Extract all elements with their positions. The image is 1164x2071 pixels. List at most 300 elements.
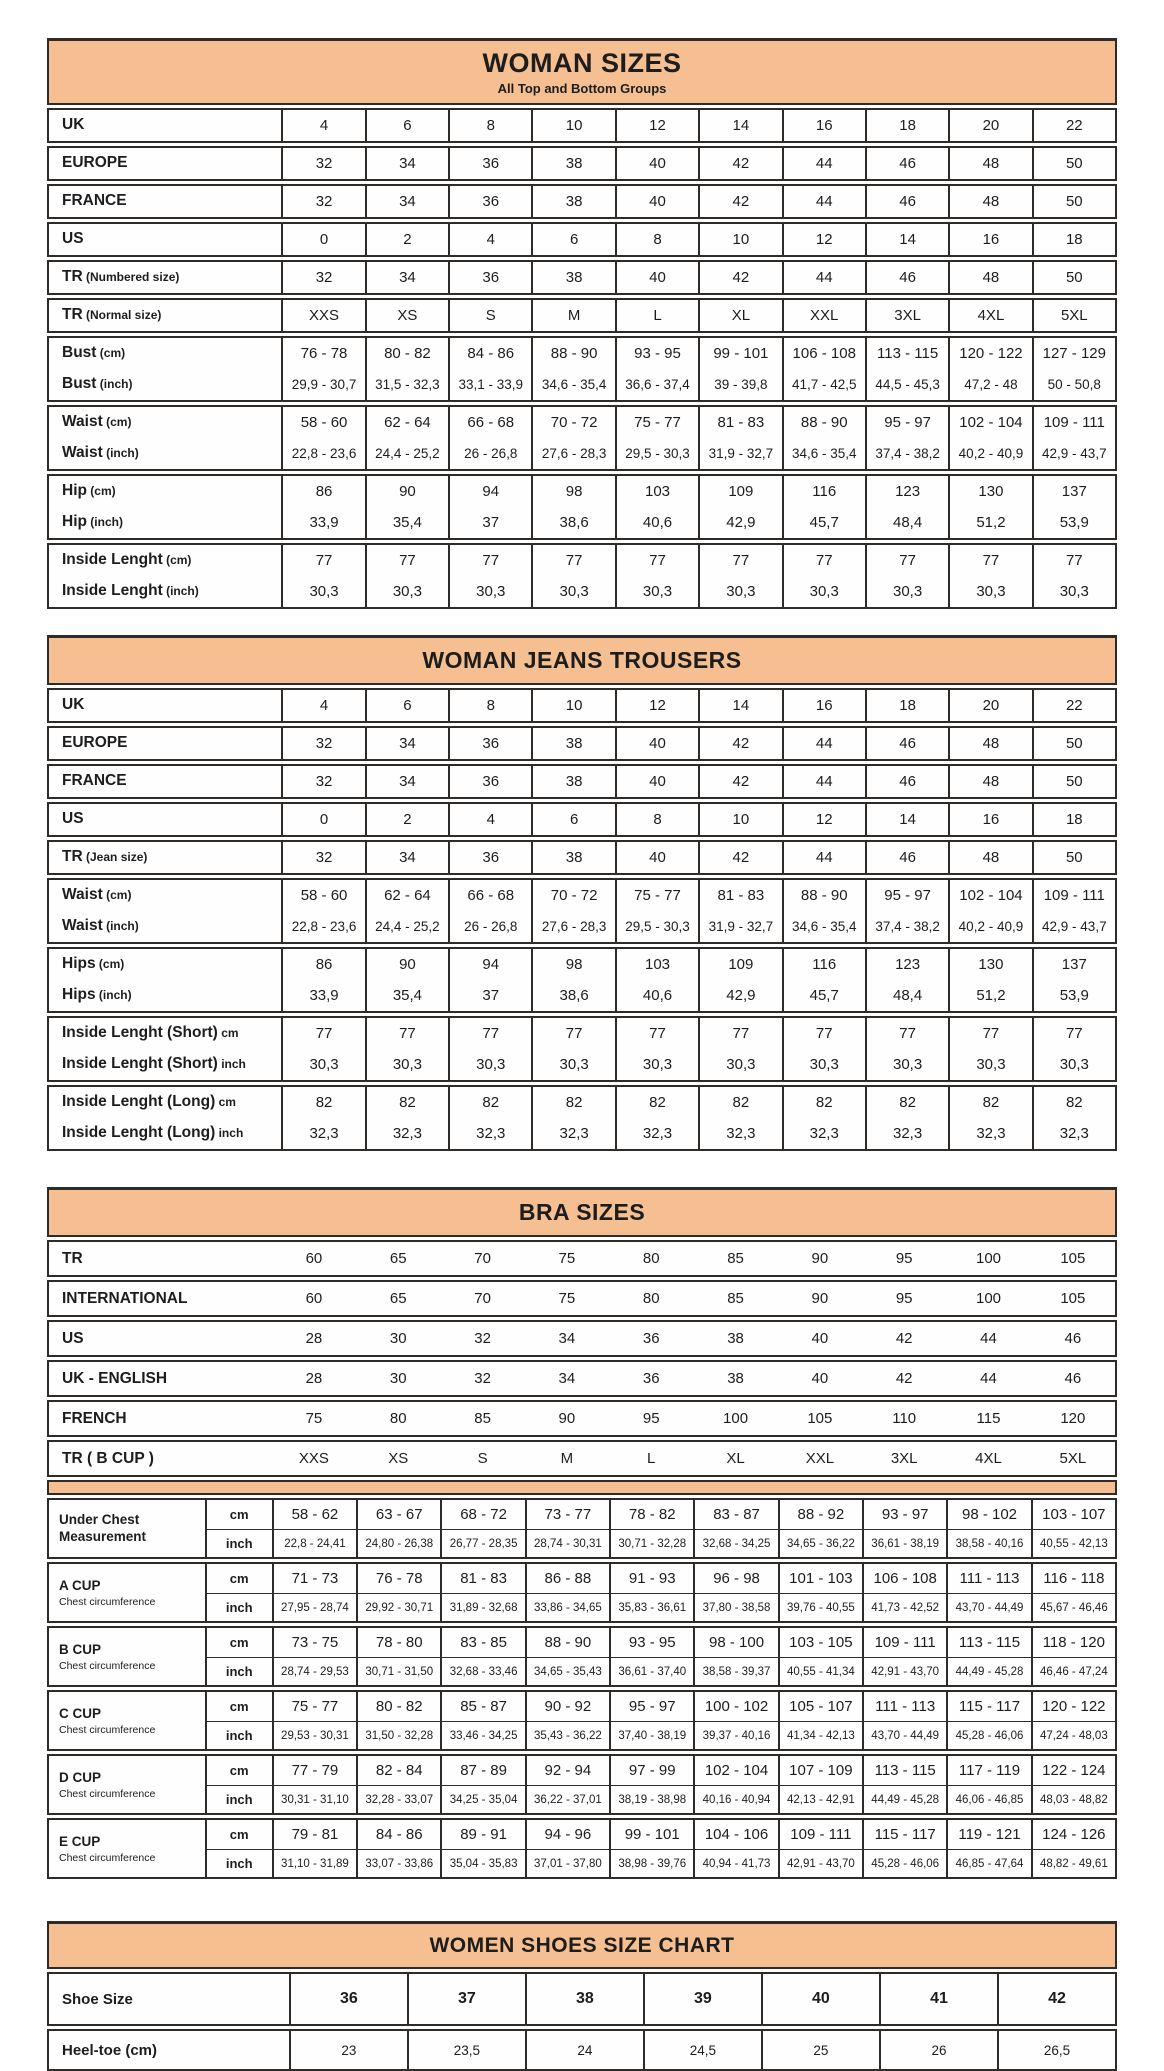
cup-name: Under Chest Measurement xyxy=(59,1511,147,1544)
size-cell: 34 xyxy=(365,262,448,293)
size-cell: 77 xyxy=(448,545,531,576)
size-cell: 81 - 83 xyxy=(440,1564,524,1594)
row-label-text: FRANCE xyxy=(62,772,127,790)
size-cell: 90 xyxy=(811,1290,829,1308)
size-cell: 36 xyxy=(289,1974,407,2024)
size-cell: 30 xyxy=(389,1370,407,1388)
size-cell: 14 xyxy=(698,110,781,141)
size-cell: 36,6 - 37,4 xyxy=(615,369,698,400)
size-cell: 31,9 - 32,7 xyxy=(698,911,781,942)
size-cell: 43,70 - 44,49 xyxy=(946,1594,1030,1621)
size-cell: 96 - 98 xyxy=(693,1564,777,1594)
size-cell: 45,7 xyxy=(782,980,865,1011)
size-cell: 30,71 - 32,28 xyxy=(609,1530,693,1557)
size-cell: 109 - 111 xyxy=(778,1820,862,1850)
size-cell: 100 xyxy=(723,1410,749,1428)
size-cell: 65 xyxy=(389,1290,407,1308)
size-cell: 40,6 xyxy=(615,980,698,1011)
group-line xyxy=(49,438,1115,469)
row-label-text: Bust xyxy=(62,344,97,362)
row-label xyxy=(49,224,281,255)
size-cell: 42,9 xyxy=(698,980,781,1011)
size-row xyxy=(47,146,1117,181)
woman-sizes-header xyxy=(47,38,1117,105)
size-cell: 77 xyxy=(365,1018,448,1049)
size-cell: 77 xyxy=(865,545,948,576)
size-row xyxy=(47,184,1117,219)
size-cell: 32,3 xyxy=(615,1118,698,1149)
row-label-text: Inside Lenght (Long) xyxy=(62,1124,216,1142)
size-cell: 100 xyxy=(975,1250,1002,1268)
size-cell: 27,95 - 28,74 xyxy=(272,1594,356,1621)
size-cell: 76 - 78 xyxy=(356,1564,440,1594)
row-label xyxy=(49,438,281,469)
row-label-text: FRENCH xyxy=(62,1409,127,1427)
size-cell: 58 - 62 xyxy=(272,1500,356,1530)
row-label xyxy=(49,1118,281,1149)
size-cell: 82 xyxy=(448,1087,531,1118)
size-cell: 30,31 - 31,10 xyxy=(272,1786,356,1813)
size-cell: 77 xyxy=(281,1018,364,1049)
size-cell: 113 - 115 xyxy=(862,1756,946,1786)
size-cell: 82 xyxy=(1032,1087,1115,1118)
size-cell: 24,80 - 26,38 xyxy=(356,1530,440,1557)
size-cell: 32 xyxy=(281,842,364,873)
size-cell: 42 xyxy=(895,1330,913,1348)
size-cell: 38 xyxy=(727,1370,744,1388)
size-cell: 77 xyxy=(531,545,614,576)
size-cell: 100 - 102 xyxy=(693,1692,777,1722)
size-row xyxy=(47,1360,1117,1397)
size-cell: 0 xyxy=(281,804,364,835)
size-cell: 33,86 - 34,65 xyxy=(525,1594,609,1621)
row-label-unit: (Jean size) xyxy=(82,850,148,865)
size-row xyxy=(47,840,1117,875)
size-cell: 101 - 103 xyxy=(778,1564,862,1594)
size-cell: 30,3 xyxy=(365,576,448,607)
size-cell: 46 xyxy=(865,766,948,797)
size-cell: 102 - 104 xyxy=(693,1756,777,1786)
size-cell: 32 xyxy=(281,148,364,179)
row-label xyxy=(49,507,281,538)
size-cell: 18 xyxy=(1032,224,1115,255)
row-label-unit: (inch) xyxy=(102,919,139,934)
size-cell: 42 xyxy=(698,842,781,873)
size-cell: 46 xyxy=(1064,1330,1082,1348)
size-cell: 44 xyxy=(980,1330,997,1348)
group-line xyxy=(49,804,1115,835)
size-cell: 77 xyxy=(698,545,781,576)
group-line xyxy=(49,576,1115,607)
size-cell: 30,3 xyxy=(865,576,948,607)
size-cell: 103 xyxy=(615,949,698,980)
size-cell: 50 xyxy=(1032,766,1115,797)
size-cell: 51,2 xyxy=(948,507,1031,538)
size-cell: 3XL xyxy=(865,300,948,331)
row-label xyxy=(49,1974,289,2024)
size-cell: 36 xyxy=(448,262,531,293)
group-line xyxy=(49,2031,1115,2069)
size-row xyxy=(47,1440,1117,1477)
row-label-unit: (inch) xyxy=(96,377,133,392)
size-cell: 10 xyxy=(531,690,614,721)
row-label xyxy=(49,1362,272,1395)
size-cell: 39,76 - 40,55 xyxy=(778,1594,862,1621)
size-cell: 88 - 90 xyxy=(782,880,865,911)
size-cell: 86 xyxy=(281,949,364,980)
cup-label xyxy=(49,1500,205,1557)
size-cell: 82 xyxy=(365,1087,448,1118)
row-label-text: Waist xyxy=(62,917,103,935)
size-cell: 85 xyxy=(727,1290,744,1308)
size-cell: 75 - 77 xyxy=(615,880,698,911)
group-line xyxy=(49,949,1115,980)
size-cell: 82 xyxy=(615,1087,698,1118)
size-cell: 22,8 - 24,41 xyxy=(272,1530,356,1557)
size-cell: 45,28 - 46,06 xyxy=(946,1722,1030,1749)
size-cell: 42,9 xyxy=(698,507,781,538)
cup-sublabel: Chest circumference xyxy=(59,1659,156,1672)
row-label-text: Shoe Size xyxy=(62,1990,133,2008)
cup-label xyxy=(49,1820,205,1877)
row-label-unit: (Normal size) xyxy=(82,308,162,323)
size-cell: 46 xyxy=(865,728,948,759)
size-cell: 27,6 - 28,3 xyxy=(531,911,614,942)
row-label xyxy=(49,1242,272,1275)
group-line xyxy=(49,300,1115,331)
size-cell: 28 xyxy=(305,1330,323,1348)
row-label-text: Inside Lenght xyxy=(62,551,163,569)
size-cell: 50 xyxy=(1032,842,1115,873)
size-cell: 4 xyxy=(281,690,364,721)
size-cell: 109 xyxy=(698,476,781,507)
size-cell: 30,71 - 31,50 xyxy=(356,1658,440,1685)
bra-size-system-rows xyxy=(47,1240,1117,1477)
size-cell: 34,65 - 35,43 xyxy=(525,1658,609,1685)
size-cell: 20 xyxy=(948,690,1031,721)
size-cell: 32,3 xyxy=(1032,1118,1115,1149)
size-cell: 37 xyxy=(448,507,531,538)
size-cell: 47,2 - 48 xyxy=(948,369,1031,400)
size-cell: 23,5 xyxy=(407,2031,525,2069)
size-cell: 38,6 xyxy=(531,980,614,1011)
size-cell: 40,2 - 40,9 xyxy=(948,911,1031,942)
size-cell: 38 xyxy=(727,1330,744,1348)
size-cell: 77 xyxy=(782,1018,865,1049)
bra-sizes-table xyxy=(47,1187,1117,1879)
size-cell: 36,22 - 37,01 xyxy=(525,1786,609,1813)
size-cell: 35,4 xyxy=(365,980,448,1011)
size-cell: 25 xyxy=(761,2031,879,2069)
size-cell: 80 - 82 xyxy=(356,1692,440,1722)
size-cell: L xyxy=(615,300,698,331)
woman-jeans-table xyxy=(47,635,1117,1151)
row-label-text: UK xyxy=(62,696,85,714)
size-cell: 48,82 - 49,61 xyxy=(1031,1850,1115,1877)
size-cell: 99 - 101 xyxy=(698,338,781,369)
unit-inch: inch xyxy=(205,1722,272,1749)
size-cell: 38 xyxy=(531,148,614,179)
size-cell: 32 xyxy=(281,186,364,217)
size-cell: 32,68 - 34,25 xyxy=(693,1530,777,1557)
size-cell: 32 xyxy=(281,766,364,797)
size-cell: 82 xyxy=(531,1087,614,1118)
row-label-text: TR xyxy=(62,268,83,286)
size-cell: 26 - 26,8 xyxy=(448,438,531,469)
size-cell: 6 xyxy=(365,690,448,721)
size-cell: 33,9 xyxy=(281,507,364,538)
size-cell: 48,4 xyxy=(865,507,948,538)
size-cell: 86 xyxy=(281,476,364,507)
size-cell: 30,3 xyxy=(698,576,781,607)
size-cell: M xyxy=(560,1450,574,1468)
size-cell: 35,04 - 35,83 xyxy=(440,1850,524,1877)
group-line xyxy=(49,224,1115,255)
size-cell: 46,06 - 46,85 xyxy=(946,1786,1030,1813)
size-cell: 82 xyxy=(281,1087,364,1118)
row-label xyxy=(49,804,281,835)
group-line xyxy=(49,1049,1115,1080)
size-row xyxy=(47,802,1117,837)
size-cell: 44 xyxy=(782,766,865,797)
size-cell: 20 xyxy=(948,110,1031,141)
size-cell: 32,3 xyxy=(698,1118,781,1149)
size-cell: 34,6 - 35,4 xyxy=(531,369,614,400)
size-cell: 10 xyxy=(698,804,781,835)
size-cell: 38 xyxy=(525,1974,643,2024)
size-cell: 95 - 97 xyxy=(609,1692,693,1722)
size-cell: XL xyxy=(726,1450,745,1468)
bra-cup-group xyxy=(47,1498,1117,1559)
group-line xyxy=(49,1362,1115,1395)
size-cell: 44 xyxy=(782,148,865,179)
size-cell: 38,98 - 39,76 xyxy=(609,1850,693,1877)
size-cell: 42,91 - 43,70 xyxy=(862,1658,946,1685)
unit-cm: cm xyxy=(205,1500,272,1530)
size-row xyxy=(47,688,1117,723)
size-cell: 3XL xyxy=(890,1450,918,1468)
women-shoes-rows xyxy=(47,1972,1117,2071)
row-label-text: Hips xyxy=(62,986,96,1004)
size-cell: 94 xyxy=(448,949,531,980)
size-cell: 105 xyxy=(1060,1250,1086,1268)
woman-sizes-table xyxy=(47,38,1117,609)
size-cell: 90 - 92 xyxy=(525,1692,609,1722)
size-cell: 98 - 100 xyxy=(693,1628,777,1658)
group-line xyxy=(49,1282,1115,1315)
size-cell: 79 - 81 xyxy=(272,1820,356,1850)
size-cell: 81 - 83 xyxy=(698,880,781,911)
size-cell: 32 xyxy=(281,262,364,293)
size-cell: 36 xyxy=(448,186,531,217)
size-cell: 44 xyxy=(782,842,865,873)
size-group xyxy=(47,878,1117,944)
size-cell: 109 - 111 xyxy=(1032,880,1115,911)
size-cell: 63 - 67 xyxy=(356,1500,440,1530)
size-cell: XL xyxy=(698,300,781,331)
size-cell: 26,77 - 28,35 xyxy=(440,1530,524,1557)
size-cell: 4 xyxy=(448,224,531,255)
size-cell: M xyxy=(531,300,614,331)
group-line xyxy=(49,186,1115,217)
size-cell: 51,2 xyxy=(948,980,1031,1011)
size-cell: 10 xyxy=(531,110,614,141)
size-cell: 38 xyxy=(531,728,614,759)
size-cell: 80 xyxy=(389,1410,407,1428)
size-cell: 80 xyxy=(642,1250,660,1268)
size-group xyxy=(47,1085,1117,1151)
size-cell: 77 - 79 xyxy=(272,1756,356,1786)
row-label-text: EUROPE xyxy=(62,734,128,752)
cup-label xyxy=(49,1756,205,1813)
size-cell: 37 xyxy=(407,1974,525,2024)
size-cell: 40,2 - 40,9 xyxy=(948,438,1031,469)
size-cell: 91 - 93 xyxy=(609,1564,693,1594)
size-cell: 116 xyxy=(782,476,865,507)
row-label xyxy=(49,690,281,721)
size-cell: 38 xyxy=(531,262,614,293)
size-cell: 45,7 xyxy=(782,507,865,538)
size-cell: 90 xyxy=(558,1410,576,1428)
size-cell: 38,58 - 40,16 xyxy=(946,1530,1030,1557)
size-cell: 50 - 50,8 xyxy=(1032,369,1115,400)
size-cell: 80 - 82 xyxy=(365,338,448,369)
size-cell: 5XL xyxy=(1059,1450,1087,1468)
size-cell: 44 xyxy=(782,728,865,759)
group-line xyxy=(49,880,1115,911)
group-line xyxy=(49,110,1115,141)
size-cell: 37,40 - 38,19 xyxy=(609,1722,693,1749)
unit-inch: inch xyxy=(205,1530,272,1557)
group-line xyxy=(49,262,1115,293)
size-cell: 115 xyxy=(976,1410,1001,1428)
woman-jeans-rows xyxy=(47,688,1117,1151)
group-line xyxy=(49,766,1115,797)
size-row xyxy=(47,1400,1117,1437)
table-title: BRA SIZES xyxy=(518,1198,646,1225)
size-cell: 98 xyxy=(531,476,614,507)
size-cell: 4XL xyxy=(948,300,1031,331)
size-cell: 29,53 - 30,31 xyxy=(272,1722,356,1749)
size-cell: 44 xyxy=(782,186,865,217)
size-cell: 38,58 - 39,37 xyxy=(693,1658,777,1685)
size-cell: 34 xyxy=(558,1330,576,1348)
size-cell: 88 - 90 xyxy=(531,338,614,369)
size-cell: 111 - 113 xyxy=(862,1692,946,1722)
group-line xyxy=(49,338,1115,369)
size-cell: 58 - 60 xyxy=(281,407,364,438)
size-row xyxy=(47,108,1117,143)
size-cell: 32 xyxy=(281,728,364,759)
size-row xyxy=(47,260,1117,295)
size-cell: 85 xyxy=(727,1250,744,1268)
size-cell: 30,3 xyxy=(782,1049,865,1080)
size-cell: 109 - 111 xyxy=(1032,407,1115,438)
size-cell: 123 xyxy=(865,949,948,980)
size-cell: 75 xyxy=(558,1250,576,1268)
size-cell: 44,5 - 45,3 xyxy=(865,369,948,400)
size-cell: 32,3 xyxy=(448,1118,531,1149)
size-cell: 34 xyxy=(365,148,448,179)
size-cell: 70 - 72 xyxy=(531,407,614,438)
size-cell: 106 - 108 xyxy=(782,338,865,369)
size-cell: 42 xyxy=(698,186,781,217)
size-cell: 24,4 - 25,2 xyxy=(365,911,448,942)
size-cell: 107 - 109 xyxy=(778,1756,862,1786)
size-cell: 41,7 - 42,5 xyxy=(782,369,865,400)
row-label xyxy=(49,880,281,911)
size-cell: 42 xyxy=(698,766,781,797)
size-row xyxy=(47,1320,1117,1357)
size-cell: 98 - 102 xyxy=(946,1500,1030,1530)
row-label-text: EUROPE xyxy=(62,154,128,172)
size-cell: 60 xyxy=(305,1290,323,1308)
unit-inch: inch xyxy=(205,1850,272,1877)
size-cell: 65 xyxy=(389,1250,407,1268)
size-cell: 78 - 80 xyxy=(356,1628,440,1658)
size-cell: 44,49 - 45,28 xyxy=(946,1658,1030,1685)
group-line xyxy=(49,507,1115,538)
size-cell: 77 xyxy=(948,1018,1031,1049)
size-cell: 32,3 xyxy=(365,1118,448,1149)
row-label xyxy=(49,728,281,759)
size-cell: 137 xyxy=(1032,476,1115,507)
size-cell: 34,25 - 35,04 xyxy=(440,1786,524,1813)
row-label xyxy=(49,1322,272,1355)
size-cell: 37,01 - 37,80 xyxy=(525,1850,609,1877)
bra-cup-group xyxy=(47,1562,1117,1623)
unit-cm: cm xyxy=(205,1820,272,1850)
size-cell: 2 xyxy=(365,224,448,255)
size-cell: 38,19 - 38,98 xyxy=(609,1786,693,1813)
size-cell: 34 xyxy=(365,728,448,759)
size-cell: 22,8 - 23,6 xyxy=(281,438,364,469)
size-cell: 46 xyxy=(865,186,948,217)
size-cell: 105 xyxy=(807,1410,833,1428)
size-cell: 77 xyxy=(782,545,865,576)
size-cell: 40,55 - 42,13 xyxy=(1031,1530,1115,1557)
row-label-unit: (inch) xyxy=(102,446,139,461)
size-cell: 41,73 - 42,52 xyxy=(862,1594,946,1621)
size-cell: 102 - 104 xyxy=(948,880,1031,911)
size-cell: 40 xyxy=(811,1370,829,1388)
size-cell: 130 xyxy=(948,476,1031,507)
size-cell: 43,70 - 44,49 xyxy=(862,1722,946,1749)
size-cell: 34,6 - 35,4 xyxy=(782,438,865,469)
women-shoes-header xyxy=(47,1921,1117,1969)
size-cell: 30,3 xyxy=(365,1049,448,1080)
size-cell: 30,3 xyxy=(1032,1049,1115,1080)
group-line xyxy=(49,1974,1115,2024)
size-cell: 32,3 xyxy=(782,1118,865,1149)
row-label-unit: (cm) xyxy=(96,346,126,361)
size-cell: 130 xyxy=(948,949,1031,980)
size-cell: 40 xyxy=(615,842,698,873)
size-cell: 32,3 xyxy=(281,1118,364,1149)
size-cell: 12 xyxy=(615,110,698,141)
size-cell: 22 xyxy=(1032,110,1115,141)
size-cell: 32,28 - 33,07 xyxy=(356,1786,440,1813)
size-cell: 30,3 xyxy=(948,576,1031,607)
size-cell: 30,3 xyxy=(1032,576,1115,607)
group-line xyxy=(49,1242,1115,1275)
size-cell: 42 xyxy=(997,1974,1115,2024)
size-cell: 32 xyxy=(474,1330,491,1348)
size-cell: 127 - 129 xyxy=(1032,338,1115,369)
size-cell: 6 xyxy=(531,224,614,255)
size-cell: 46 xyxy=(1064,1370,1082,1388)
size-cell: 31,5 - 32,3 xyxy=(365,369,448,400)
